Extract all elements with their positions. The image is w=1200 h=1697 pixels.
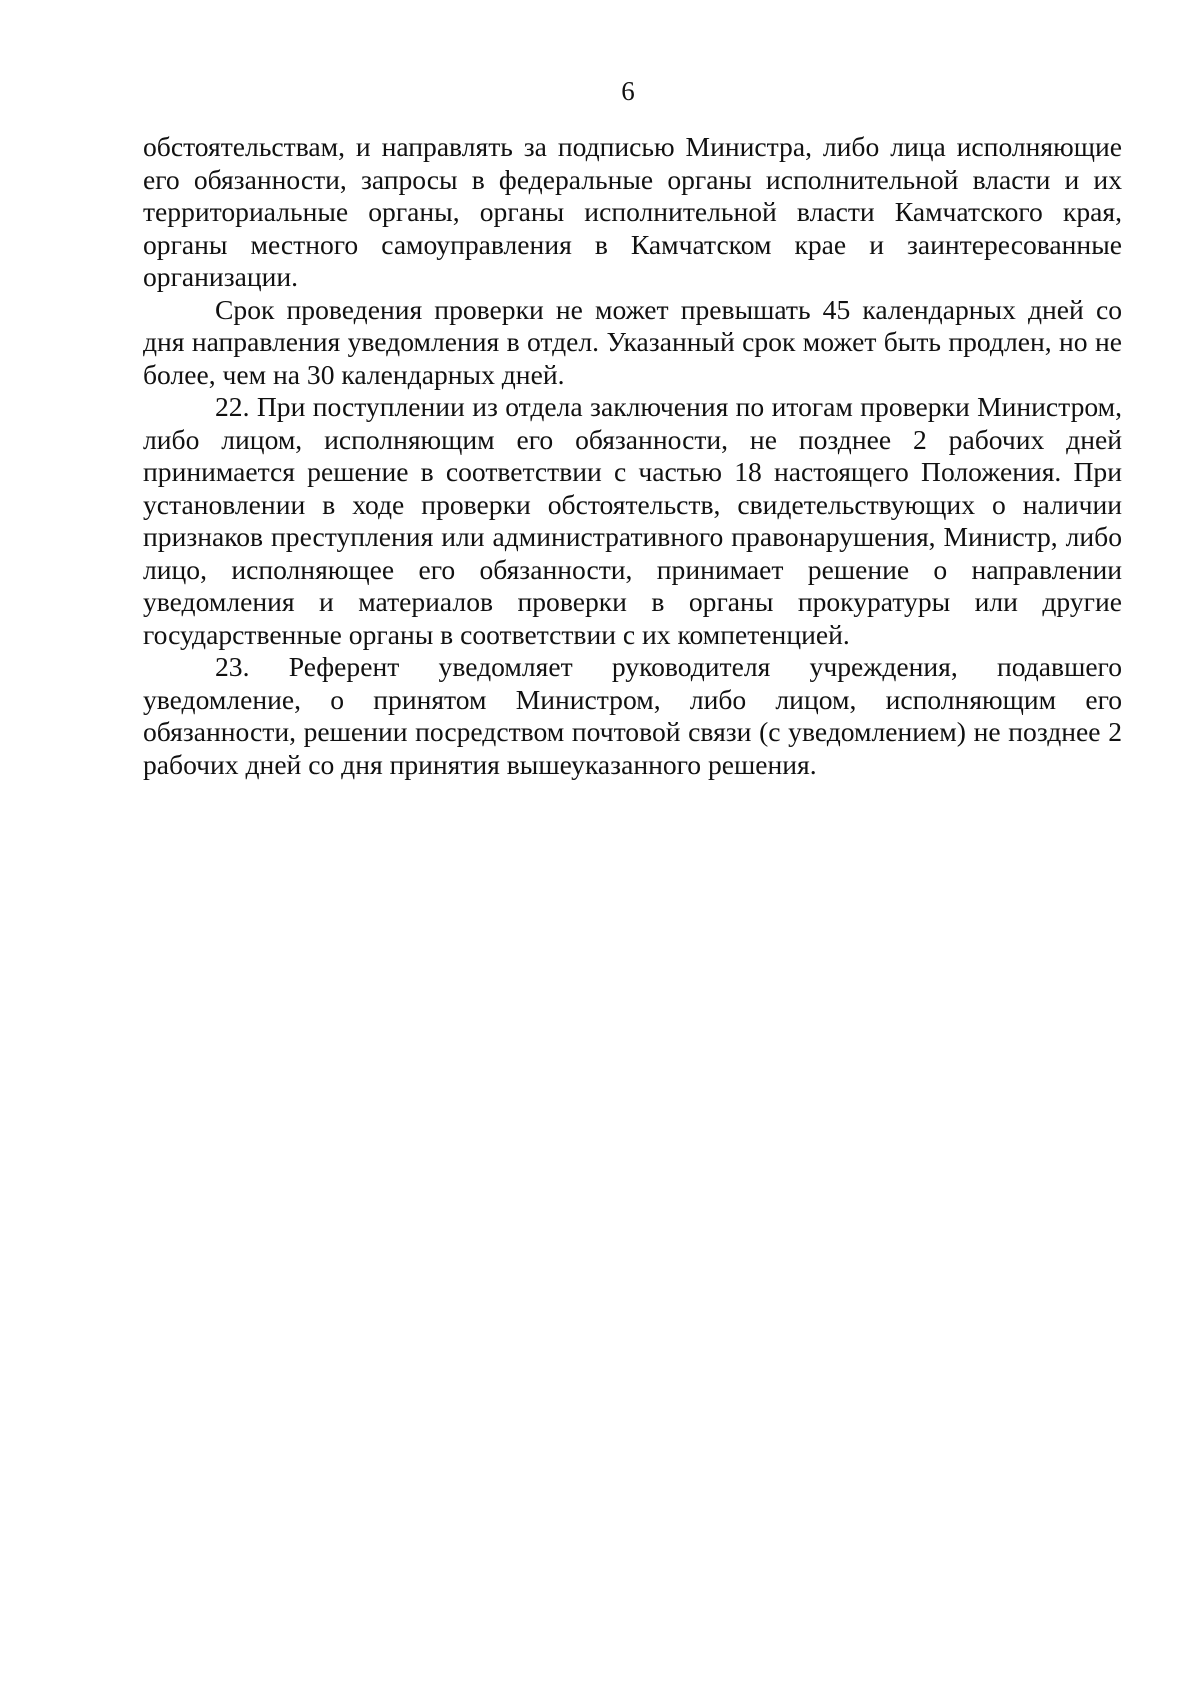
page-number: 6 — [621, 76, 635, 106]
paragraph-continuation: обстоятельствам, и направлять за подписью Министра, либо лица исполняющие его обязанности, запросы в федеральные органы исполнительной власти и их территориальные органы, органы исполнительной власти Камчатского края, органы местного самоуправления в Камчатском крае и заинтересованные организации. — [143, 131, 1122, 292]
paragraph-inspection-term: Срок проведения проверки не может превышать 45 календарных дней со дня направления уведомления в отдел. Указанный срок может быть продлен, но не более, чем на 30 календарных дней. — [143, 293, 1122, 390]
paragraph-item-23: 23. Референт уведомляет руководителя учреждения, подавшего уведомление, о принятом Министром, либо лицом, исполняющим его обязанности, решении посредством почтовой связи (с уведомлением) не позднее 2 рабочих дней со дня принятия вышеуказанного решения. — [143, 651, 1122, 780]
paragraph-item-22: 22. При поступлении из отдела заключения по итогам проверки Министром, либо лицом, исполняющим его обязанности, не позднее 2 рабочих дней принимается решение в соответствии с частью 18 настоящего Положения. При установлении в ходе проверки обстоятельств, свидетельствующих о наличии признаков преступления или административного правонарушения, Министр, либо лицо, исполняющее его обязанности, принимает решение о направлении уведомления и материалов проверки в органы прокуратуры или другие государственные органы в соответствии с их компетенцией. — [143, 391, 1122, 650]
document-body — [143, 131, 1122, 781]
